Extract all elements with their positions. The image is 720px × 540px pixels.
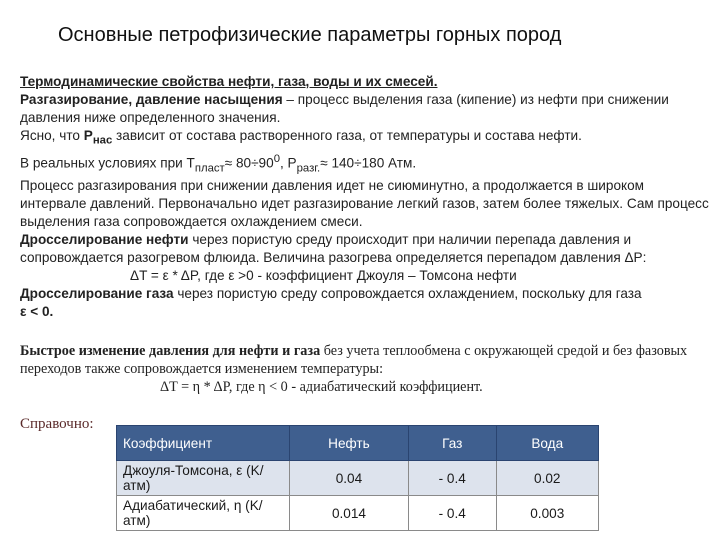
process-paragraph: Процесс разгазирования при снижении давления идет не сиюминутно, а продолжается в широком интервале давлений. Первоначально идет разгазирование легкий газов, затем более тяжелых. Сам процесс выделения газа сопровождается охлаждением смеси.	[20, 177, 709, 229]
column-header-coefficient: Коэффициент	[117, 426, 290, 461]
real-conditions-line: В реальных условиях при $T_{пласт}\approx 80\div 90^0$, $P_{разг.}\approx 140\div 180$ Атм.	[20, 152, 417, 174]
table-cell-gas: - 0.4	[408, 496, 496, 531]
column-header-oil: Нефть	[290, 426, 409, 461]
formula-adiabatic: ΔT = η * ΔP, где η < 0 - адиабатический коэффициент.	[160, 379, 483, 395]
throttling-gas-paragraph: Дросселирование газа через пористую среду сопровождается охлаждением, поскольку для газа ε < 0.	[20, 285, 642, 319]
adiabatic-text	[20, 342, 710, 396]
table-cell-water: 0.003	[496, 496, 598, 531]
fast-change-paragraph: Быстрое изменение давления для нефти и газа без учета теплообмена с окружающей средой и без фазовых переходов также сопровождается изменением температуры:	[20, 343, 688, 377]
throttling-oil-paragraph: Дросселирование нефти через пористую среду происходит при наличии перепада давления и сопровождается разогревом флюида. Величина разогрева определяется перепадом давления ΔP:	[20, 231, 647, 265]
table-cell-gas: - 0.4	[408, 461, 496, 496]
table-row	[117, 461, 599, 496]
table-cell-name: Адиабатический, η (K/атм)	[117, 496, 290, 531]
section-heading: Термодинамические свойства нефти, газа, воды и их смесей.	[20, 74, 438, 89]
main-text	[20, 73, 710, 321]
column-header-gas: Газ	[408, 426, 496, 461]
page-title: Основные петрофизические параметры горных пород	[58, 24, 562, 46]
table-header-row	[117, 426, 599, 461]
table-cell-name: Джоуля-Томсона, ε (K/атм)	[117, 461, 290, 496]
formula-joule-thomson: ΔT = ε * ΔP, где ε >0 - коэффициент Джоуля – Томсона нефти	[130, 267, 517, 283]
table-cell-oil: 0.014	[290, 496, 409, 531]
table-cell-water: 0.02	[496, 461, 598, 496]
reference-label: Справочно:	[20, 416, 94, 432]
table-row	[117, 496, 599, 531]
pnas-line: Ясно, что $P_{нас}$ зависит от состава растворенного газа, от температуры и состава нефти.	[20, 128, 582, 147]
column-header-water: Вода	[496, 426, 598, 461]
table-cell-oil: 0.04	[290, 461, 409, 496]
coefficients-table	[116, 425, 599, 531]
degassing-paragraph: Разгазирование, давление насыщения – процесс выделения газа (кипение) из нефти при снижении давления ниже определенного значения.	[20, 92, 669, 125]
